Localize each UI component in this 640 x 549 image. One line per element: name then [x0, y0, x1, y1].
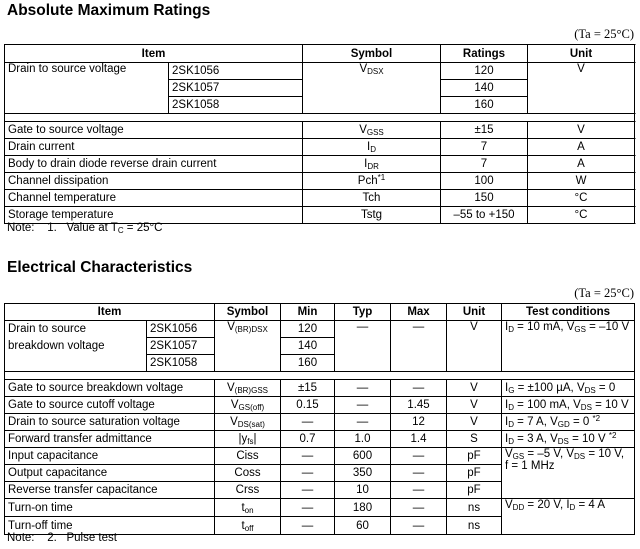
- item-label: Turn-off time: [5, 517, 215, 535]
- typ-value: 60: [335, 517, 391, 535]
- condition-superscript: *2: [592, 414, 601, 423]
- rating-value: 150: [441, 190, 528, 207]
- part-number: 2SK1056: [147, 321, 215, 338]
- symbol-cell: $t_{on}$: [215, 499, 281, 517]
- ec-header-max: Max: [391, 304, 447, 321]
- ec-header-min: Min: [281, 304, 335, 321]
- typ-value: 180: [335, 499, 391, 517]
- symbol-cell: Tstg: [303, 207, 441, 224]
- condition-subscript: DS: [557, 437, 569, 446]
- symbol-subscript: on: [244, 505, 254, 515]
- max-value: —: [391, 380, 447, 397]
- table-row: [5, 431, 635, 448]
- unit-value: pF: [447, 482, 502, 499]
- symbol-subscript: off: [244, 523, 254, 533]
- typ-value: 350: [335, 465, 391, 482]
- condition-subscript: D: [508, 403, 514, 412]
- symbol-cell: $|y_{fs}|$: [215, 431, 281, 448]
- condition-subscript: DS: [574, 452, 586, 461]
- ec-table: [4, 303, 635, 535]
- symbol-cell: $I_D$: [303, 139, 441, 156]
- amr-ambient-temp: (Ta = 25°C): [574, 27, 634, 41]
- max-value: 12: [391, 414, 447, 431]
- unit-value: V: [447, 414, 502, 431]
- item-label: Channel dissipation: [5, 173, 303, 190]
- table-row: [5, 173, 635, 190]
- unit-value: ns: [447, 517, 502, 535]
- symbol-cell: $V_{GS(off)}$: [215, 397, 281, 414]
- amr-note-label: Note:: [7, 222, 35, 234]
- table-row: [5, 156, 635, 173]
- min-value: 160: [281, 355, 335, 372]
- unit-cell: W: [528, 173, 635, 190]
- symbol-cell: $I_{DR}$: [303, 156, 441, 173]
- symbol-cell: Pch$^{*1}$: [303, 173, 441, 190]
- amr-header-item: Item: [5, 45, 303, 63]
- min-value: —: [281, 499, 335, 517]
- min-value: 0.15: [281, 397, 335, 414]
- amr-header-ratings: Ratings: [441, 45, 528, 63]
- amr-title: Absolute Maximum Ratings: [7, 2, 211, 19]
- symbol-subscript: GSS: [366, 128, 384, 137]
- item-label: Gate to source breakdown voltage: [5, 380, 215, 397]
- max-value: —: [391, 465, 447, 482]
- table-row: [5, 380, 635, 397]
- min-value: —: [281, 448, 335, 465]
- symbol-cell: $V_{GSS}$: [303, 122, 441, 139]
- bv-typ: —: [335, 321, 391, 372]
- item-label: Gate to source cutoff voltage: [5, 397, 215, 414]
- ec-ambient-temp: (Ta = 25°C): [574, 286, 634, 300]
- rating-value: 160: [441, 97, 528, 114]
- condition-subscript: GS: [574, 325, 586, 334]
- bv-item-label: Drain to source breakdown voltage: [5, 321, 147, 372]
- amr-header-symbol: Symbol: [303, 45, 441, 63]
- unit-value: V: [447, 397, 502, 414]
- amr-header-unit: Unit: [528, 45, 635, 63]
- typ-value: 600: [335, 448, 391, 465]
- min-value: —: [281, 517, 335, 535]
- condition-subscript: DS: [584, 386, 596, 395]
- typ-value: 10: [335, 482, 391, 499]
- ec-header-typ: Typ: [335, 304, 391, 321]
- max-value: —: [391, 499, 447, 517]
- part-number: 2SK1058: [147, 355, 215, 372]
- test-conditions: $I_D = 7$ A, $V_{GD} = 0$ $^{*2}$: [502, 414, 635, 431]
- unit-value: pF: [447, 465, 502, 482]
- condition-subscript: D: [569, 503, 576, 512]
- rating-value: 120: [441, 63, 528, 80]
- symbol-subscript: DSX: [367, 67, 384, 76]
- table-row: [5, 414, 635, 431]
- bv-unit: V: [447, 321, 502, 372]
- amr-note-number: 1.: [47, 222, 57, 234]
- bv-max: —: [391, 321, 447, 372]
- condition-line: f = 1 MHz: [505, 460, 555, 472]
- typ-value: —: [335, 414, 391, 431]
- ec-header-item: Item: [5, 304, 215, 321]
- table-row: [5, 499, 635, 517]
- spacer-cell: [5, 372, 635, 380]
- unit-cell: °C: [528, 207, 635, 224]
- table-row: [5, 321, 635, 338]
- item-label: Output capacitance: [5, 465, 215, 482]
- rating-value: 7: [441, 156, 528, 173]
- switching-conditions: $V_{DD} = 20$ V, $I_D = 4$ A: [502, 499, 635, 535]
- item-label: Input capacitance: [5, 448, 215, 465]
- item-label: Storage temperature: [5, 207, 303, 224]
- condition-subscript: DS: [580, 403, 592, 412]
- test-conditions: $I_D = 100$ mA, $V_{DS} = 10$ V: [502, 397, 635, 414]
- symbol-subscript: GS(off): [238, 403, 265, 412]
- ec-note-text: Pulse test: [66, 532, 117, 544]
- table-row: [5, 207, 635, 224]
- symbol-cell: $V_{(BR)GSS}$: [215, 380, 281, 397]
- min-value: ±15: [281, 380, 335, 397]
- condition-subscript: GS: [512, 452, 525, 461]
- bv-symbol: $V_{(BR)DSX}$: [215, 321, 281, 372]
- max-value: 1.4: [391, 431, 447, 448]
- max-value: 1.45: [391, 397, 447, 414]
- table-row: [5, 397, 635, 414]
- vdsx-symbol: $V_{DSX}$: [303, 63, 441, 114]
- rating-value: 140: [441, 80, 528, 97]
- test-conditions: $I_G = \pm 100$ µA, $V_{DS} = 0$: [502, 380, 635, 397]
- max-value: —: [391, 482, 447, 499]
- condition-subscript: D: [508, 420, 514, 429]
- min-value: 120: [281, 321, 335, 338]
- rating-value: –55 to +150: [441, 207, 528, 224]
- symbol-cell: $V_{DS(sat)}$: [215, 414, 281, 431]
- symbol-subscript: DR: [367, 162, 379, 171]
- unit-value: pF: [447, 448, 502, 465]
- symbol-cell: Coss: [215, 465, 281, 482]
- unit-cell: V: [528, 122, 635, 139]
- unit-cell: A: [528, 139, 635, 156]
- table-row: [5, 122, 635, 139]
- ec-header-unit: Unit: [447, 304, 502, 321]
- symbol-subscript: (BR)DSX: [234, 325, 268, 334]
- item-label: Drain current: [5, 139, 303, 156]
- symbol-subscript: fs: [247, 437, 254, 446]
- max-value: —: [391, 448, 447, 465]
- ec-header-symbol: Symbol: [215, 304, 281, 321]
- ec-note-number: 2.: [47, 532, 57, 544]
- unit-cell: A: [528, 156, 635, 173]
- amr-note: [7, 222, 162, 234]
- condition-superscript: *2: [608, 431, 617, 440]
- condition-subscript: DD: [512, 503, 525, 512]
- item-label: Turn-on time: [5, 499, 215, 517]
- symbol-subscript: (BR)GSS: [234, 386, 268, 395]
- unit-value: ns: [447, 499, 502, 517]
- rating-value: 100: [441, 173, 528, 190]
- min-value: 140: [281, 338, 335, 355]
- symbol-subscript: D: [370, 145, 376, 154]
- unit-value: V: [447, 380, 502, 397]
- symbol-superscript: *1: [377, 173, 386, 182]
- ec-note: [7, 532, 117, 544]
- typ-value: —: [335, 397, 391, 414]
- min-value: —: [281, 482, 335, 499]
- part-number: 2SK1057: [169, 80, 303, 97]
- item-label: Channel temperature: [5, 190, 303, 207]
- symbol-cell: Tch: [303, 190, 441, 207]
- min-value: 0.7: [281, 431, 335, 448]
- symbol-cell: Crss: [215, 482, 281, 499]
- item-label: Gate to source voltage: [5, 122, 303, 139]
- rating-value: ±15: [441, 122, 528, 139]
- spacer-cell: [5, 114, 635, 122]
- item-label: Forward transfer admittance: [5, 431, 215, 448]
- ec-note-label: Note:: [7, 532, 35, 544]
- part-number: 2SK1056: [169, 63, 303, 80]
- ec-header-conditions: Test conditions: [502, 304, 635, 321]
- typ-value: —: [335, 380, 391, 397]
- table-row: [5, 63, 635, 80]
- spacer-row: [5, 372, 635, 380]
- max-value: —: [391, 517, 447, 535]
- unit-value: S: [447, 431, 502, 448]
- min-value: —: [281, 414, 335, 431]
- item-label: Reverse transfer capacitance: [5, 482, 215, 499]
- condition-subscript: D: [508, 437, 514, 446]
- typ-value: 1.0: [335, 431, 391, 448]
- item-label: Drain to source saturation voltage: [5, 414, 215, 431]
- table-row: [5, 448, 635, 465]
- table-row: [5, 139, 635, 156]
- amr-header-row: [5, 45, 635, 63]
- symbol-cell: $t_{off}$: [215, 517, 281, 535]
- condition-subscript: D: [508, 325, 514, 334]
- part-number: 2SK1058: [169, 97, 303, 114]
- amr-note-text: Value at $T_C = 25^\circ C$: [66, 222, 163, 235]
- rating-value: 7: [441, 139, 528, 156]
- vdsx-unit: V: [528, 63, 635, 114]
- condition-line: $V_{GS} = -5$ V, $V_{DS} = 10$ V,: [505, 448, 625, 461]
- spacer-row: [5, 114, 635, 122]
- test-conditions: $I_D = 3$ A, $V_{DS} = 10$ V $^{*2}$: [502, 431, 635, 448]
- ec-title: Electrical Characteristics: [7, 259, 193, 276]
- min-value: —: [281, 465, 335, 482]
- symbol-cell: Ciss: [215, 448, 281, 465]
- symbol-subscript: DS(sat): [237, 420, 265, 429]
- item-label: Body to drain diode reverse drain current: [5, 156, 303, 173]
- vdsx-item-label: Drain to source voltage: [5, 63, 169, 114]
- part-number: 2SK1057: [147, 338, 215, 355]
- table-row: [5, 190, 635, 207]
- bv-conditions: $I_D = 10$ mA, $V_{GS} = -10$ V: [502, 321, 635, 372]
- ec-header-row: [5, 304, 635, 321]
- condition-subscript: GD: [557, 420, 570, 429]
- amr-table: [4, 44, 635, 224]
- capacitance-conditions: [502, 448, 635, 499]
- unit-cell: °C: [528, 190, 635, 207]
- condition-subscript: G: [508, 386, 515, 395]
